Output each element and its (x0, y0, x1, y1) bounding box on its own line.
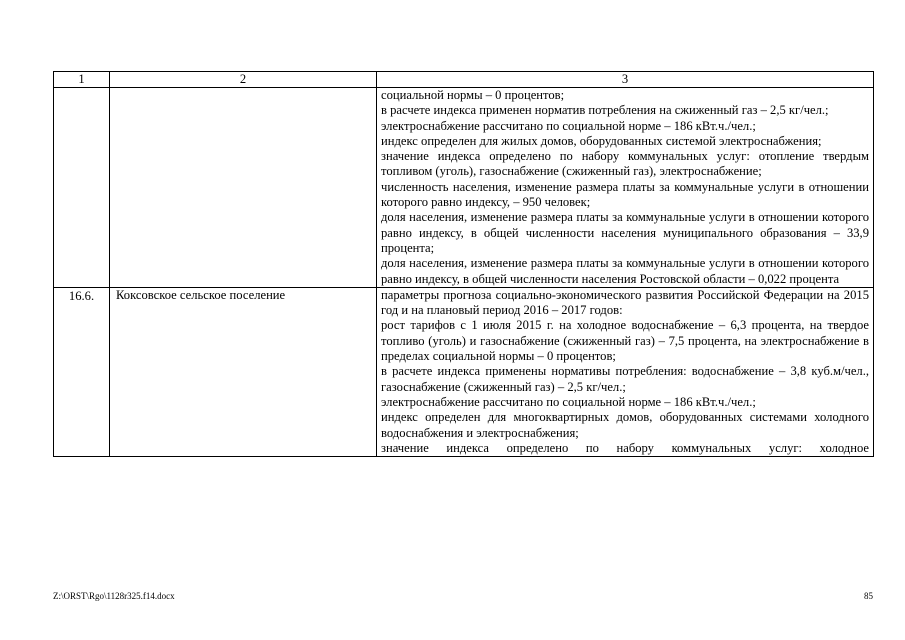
document-table (53, 71, 874, 457)
page-number: 85 (864, 591, 873, 601)
paragraph: рост тарифов с 1 июля 2015 г. на холодное водоснабжение – 6,3 процента, на твердое топливо (уголь) и газоснабжение (сжиженный газ) – 7,5 процента, на электроснабжение в пределах социальной нормы – 0 процентов; (381, 318, 869, 364)
table-row (54, 88, 874, 288)
paragraph: индекс определен для жилых домов, оборудованных системой электроснабжения; (381, 133, 822, 148)
description-cell (377, 88, 874, 288)
paragraph: в расчете индекса применен норматив потребления на сжиженный газ – 2,5 кг/чел.; (381, 103, 829, 118)
header-cell: 1 (54, 72, 110, 88)
paragraph: значение индекса определено по набору коммунальных услуг: отопление твердым топливом (уголь), газоснабжение (сжиженный газ), электроснабжение; (381, 149, 869, 179)
table-row (54, 287, 874, 456)
municipality-name (110, 88, 377, 288)
paragraph: доля населения, изменение размера платы за коммунальные услуги в отношении которого равно индексу, в общей численности населения Ростовской области – 0,022 процента (381, 256, 869, 286)
paragraph: социальной нормы – 0 процентов; (381, 88, 565, 102)
footer-file-path: Z:\ORST\Rgo\1128r325.f14.docx (53, 591, 175, 601)
paragraph: индекс определен для многоквартирных домов, оборудованных системами холодного водоснабжения и электроснабжения; (381, 410, 869, 440)
municipality-name: Коксовское сельское поселение (110, 287, 377, 456)
paragraph: значение индекса определено по набору коммунальных услуг: холодное (381, 440, 869, 455)
paragraph: в расчете индекса применены нормативы потребления: водоснабжение – 3,8 куб.м/чел., газоснабжение (сжиженный газ) – 2,5 кг/чел.; (381, 364, 869, 394)
header-cell: 2 (110, 72, 377, 88)
description-cell (377, 287, 874, 456)
paragraph: доля населения, изменение размера платы за коммунальные услуги в отношении которого равно индексу, в общей численности населения муниципального образования – 33,9 процента; (381, 210, 869, 255)
item-number (54, 88, 110, 288)
header-cell: 3 (377, 72, 874, 88)
paragraph: электроснабжение рассчитано по социальной норме – 186 кВт.ч./чел.; (381, 394, 756, 409)
item-number: 16.6. (54, 287, 110, 456)
paragraph: численность населения, изменение размера платы за коммунальные услуги в отношении которого равно индексу, – 950 человек; (381, 179, 869, 210)
table-header-row (54, 72, 874, 88)
paragraph: электроснабжение рассчитано по социальной норме – 186 кВт.ч./чел.; (381, 118, 756, 133)
paragraph: параметры прогноза социально-экономического развития Российской Федерации на 2015 год и на плановый период 2016 – 2017 годов: (381, 287, 869, 318)
